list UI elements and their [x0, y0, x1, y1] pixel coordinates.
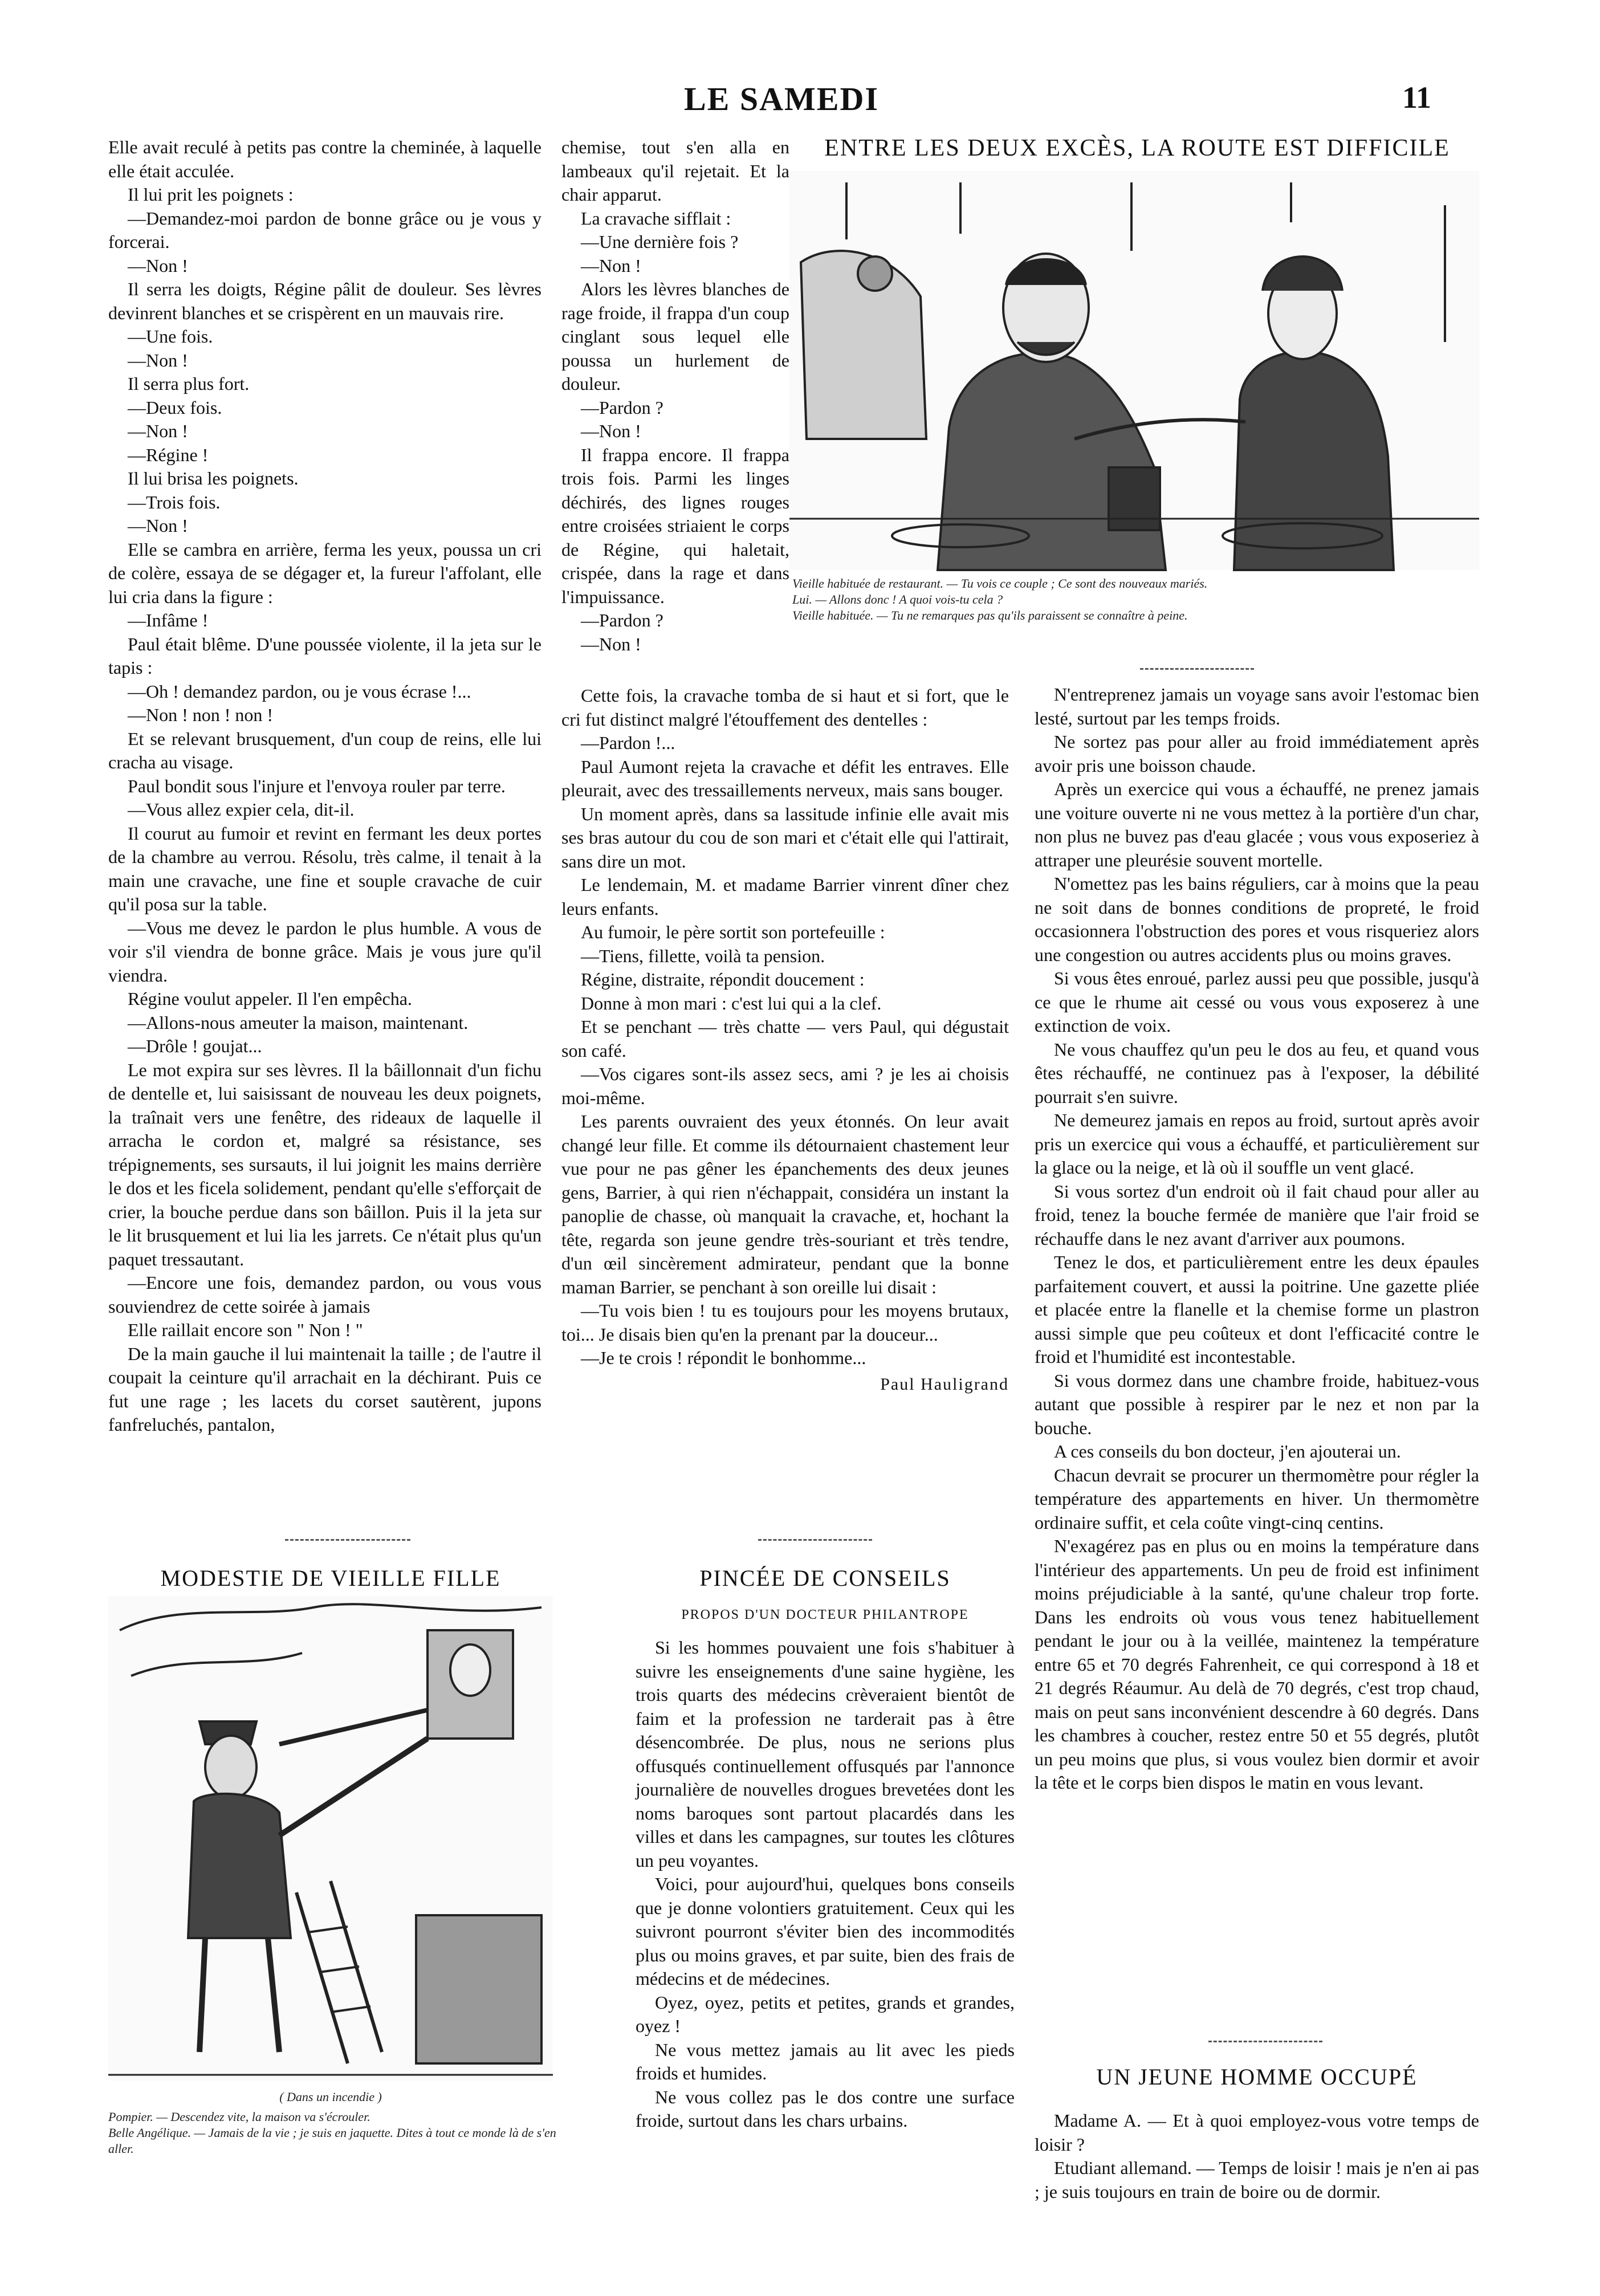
paragraph: —Je te crois ! répondit le bonhomme... [581, 1348, 866, 1368]
paragraph: Ne vous chauffez qu'un peu le dos au feu, et quand vous êtes réchauffé, ne continuez pas à l'exposer, la débilité pourrait s'en suivre. [1035, 1039, 1479, 1107]
paragraph: —Pardon ? [581, 397, 663, 418]
paragraph: Il serra les doigts, Régine pâlit de douleur. Ses lèvres devinrent blanches et se crispèrent en un mauvais rire. [108, 279, 542, 323]
paragraph: —Deux fois. [128, 397, 222, 418]
jeune-title: UN JEUNE HOMME OCCUPÉ [1096, 2064, 1418, 2090]
paragraph: chemise, tout s'en alla en lambeaux qu'il rejetait. Et la chair apparut. [561, 137, 789, 205]
paragraph: Le lendemain, M. et madame Barrier vinrent dîner chez leurs enfants. [561, 874, 1009, 919]
paragraph: —Tiens, fillette, voilà ta pension. [581, 945, 825, 966]
paragraph: Tenez le dos, et particulièrement entre les deux épaules parfaitement couvert, et aussi la poitrine. Une gazette pliée et placée entre la flanelle et la chemise forme un plastron aussi simple que peu coûteux et dont l'efficacité contre le froid et l'humidité est incontestable. [1035, 1252, 1479, 1367]
paragraph: Les parents ouvraient des yeux étonnés. On leur avait changé leur fille. Et comme ils détournaient chastement leur vue pour ne pas gêner les épanchements des deux jeunes gens, Barrier, à qui rien n'échappait, considéra un instant la panoplie de chasse, où manquait la cravache, et, hochant la tête, regarda son jeune gendre très-souriant et très tendre, d'un œil sincèrement admirateur, pendant que la bonne maman Barrier, se penchant à son oreille lui disait : [561, 1111, 1009, 1297]
paragraph: Il serra plus fort. [128, 373, 250, 394]
cartoon-bottom-subcaption: ( Dans un incendie ) [279, 2090, 382, 2104]
paragraph: —Oh ! demandez pardon, ou je vous écrase !... [128, 681, 471, 702]
paragraph: Si vous dormez dans une chambre froide, habituez-vous autant que possible à respirer par le nez et non par la bouche. [1035, 1370, 1479, 1438]
paragraph: Ne vous mettez jamais au lit avec les pieds froids et humides. [636, 2039, 1015, 2083]
paragraph: —Non ! [128, 255, 188, 276]
paragraph: Voici, pour aujourd'hui, quelques bons conseils que je donne volontiers gratuitement. Ceux qui les suivront pourront s'éviter bien des incommodités plus ou moins graves, et par suite, bien des frais de médecins et de médecines. [636, 1874, 1015, 1989]
paragraph: N'exagérez pas en plus ou en moins la température dans l'intérieur des appartements. Un peu de froid est infiniment moins préjudiciable à la santé, qu'une chaleur trop forte. Dans les endroits où vous vous tenez habituellement pendant le jour ou à la veillée, maintenez la température entre 65 et 70 degrés Fahrenheit, ce qui correspond à 18 et 21 degrés Réaumur. Au delà de 70 degrés, c'est trop chaud, mais on peut sans inconvénient descendre à 60 degrés. Dans les chambres à coucher, restez entre 50 et 55 degrés, plutôt un peu moins que plus, si vous voulez bien dormir et avoir la tête et le corps bien dispos le matin en vous levant. [1035, 1536, 1479, 1793]
paragraph: —Pardon ? [581, 610, 663, 630]
paragraph: A ces conseils du bon docteur, j'en ajouterai un. [1054, 1441, 1401, 1462]
paragraph: Elle se cambra en arrière, ferma les yeux, poussa un cri de colère, essaya de se dégager et, la fureur l'affolant, elle lui cria dans la figure : [108, 539, 542, 607]
paragraph: —Une dernière fois ? [581, 231, 739, 252]
paragraph: Elle raillait encore son " Non ! " [128, 1320, 363, 1340]
paragraph: —Encore une fois, demandez pardon, ou vous vous souviendrez de cette soirée à jamais [108, 1272, 542, 1317]
paragraph: —Vous allez expier cela, dit-il. [128, 799, 355, 820]
cartoon-top-caption [792, 576, 1482, 624]
paragraph: —Vous me devez le pardon le plus humble. A vous de voir s'il viendra de bonne grâce. Mais je vous jure qu'il viendra. [108, 917, 542, 986]
paragraph: De la main gauche il lui maintenait la taille ; de l'autre il coupait la ceinture qu'il arrachait en la déchirant. Puis ce fut une rage ; les lacets du corset sautèrent, jupons fanfreluchés, pantalon, [108, 1343, 542, 1435]
paragraph: Chacun devrait se procurer un thermomètre pour régler la température des appartements en hiver. Un thermomètre ordinaire suffit, et cela coûte vingt-cinq centins. [1035, 1464, 1479, 1533]
paragraph: —Infâme ! [128, 610, 209, 630]
paragraph: Paul bondit sous l'injure et l'envoya rouler par terre. [128, 775, 506, 796]
paragraph: Etudiant allemand. — Temps de loisir ! mais je n'en ai pas ; je suis toujours en train de boire ou de dormir. [1035, 2157, 1479, 2202]
cartoon-bottom-title: MODESTIE DE VIEILLE FILLE [160, 1565, 501, 1591]
paragraph: —Demandez-moi pardon de bonne grâce ou je vous y forcerai. [108, 207, 542, 252]
divider [758, 1539, 872, 1542]
cartoon-bottom-caption [108, 2109, 564, 2157]
paragraph: —Non ! [581, 633, 641, 654]
paragraph: —Non ! non ! non ! [128, 705, 274, 725]
paragraph: Paul Aumont rejeta la cravache et défit les entraves. Elle pleurait, avec des tressaillements nerveux, mais sans bouger. [561, 756, 1009, 800]
paragraph: Il courut au fumoir et revint en fermant les deux portes de la chambre au verrou. Résolu, très calme, il tenait à la main une cravache, une fine et souple cravache de cuir qu'il posa sur la table. [108, 823, 542, 914]
paragraph: N'entreprenez jamais un voyage sans avoir l'estomac bien lesté, surtout par les temps froids. [1035, 684, 1479, 728]
paragraph: Il lui prit les poignets : [128, 184, 294, 205]
caption-line: Vieille habituée de restaurant. — Tu vois ce couple ; Ce sont des nouveaux mariés. [792, 576, 1208, 591]
caption-line: Lui. — Allons donc ! A quoi vois-tu cela ? [792, 592, 1003, 606]
newspaper-title: LE SAMEDI [684, 80, 879, 117]
paragraph: Régine voulut appeler. Il l'en empêcha. [128, 988, 412, 1009]
paragraph: Il lui brisa les poignets. [128, 468, 299, 488]
paragraph: Et se penchant — très chatte — vers Paul, qui dégustait son café. [561, 1016, 1009, 1061]
paragraph: —Une fois. [128, 326, 213, 347]
paragraph: La cravache sifflait : [581, 207, 731, 229]
paragraph: Ne sortez pas pour aller au froid immédiatement après avoir pris une boisson chaude. [1035, 731, 1479, 776]
paragraph: Alors les lèvres blanches de rage froide, il frappa d'un coup cinglant sous lequel elle poussa un hurlement de douleur. [561, 279, 789, 394]
paragraph: —Vos cigares sont-ils assez secs, ami ? je les ai choisis moi-même. [561, 1064, 1009, 1108]
page-header [0, 0, 1600, 131]
paragraph: —Drôle ! goujat... [128, 1036, 262, 1056]
paragraph: Après un exercice qui vous a échauffé, ne prenez jamais une voiture ouverte ni ne vous mettez à la portière d'un char, non plus ne buvez pas d'eau glacée ; vous vous exposeriez à attraper une pleurésie souvent mortelle. [1035, 779, 1479, 870]
paragraph: Paul était blême. D'une poussée violente, il la jeta sur le tapis : [108, 633, 542, 678]
paragraph: Cette fois, la cravache tomba de si haut et si fort, que le cri fut distinct malgré l'étouffement des dentelles : [561, 685, 1009, 730]
caption-line: Belle Angélique. — Jamais de la vie ; je suis en jaquette. Dites à tout ce monde là de s'en aller. [108, 2126, 556, 2156]
paragraph: —Non ! [128, 349, 188, 371]
caption-line: Pompier. — Descendez vite, la maison va s'écrouler. [108, 2110, 371, 2124]
paragraph: Ne vous collez pas le dos contre une surface froide, surtout dans les chars urbains. [636, 2086, 1015, 2131]
caption-line: Vieille habituée. — Tu ne remarques pas qu'ils paraissent se connaître à peine. [792, 608, 1188, 622]
story-column-2 [561, 136, 789, 683]
paragraph: Il frappa encore. Il frappa trois fois. Parmi les linges déchirés, des lignes rouges entre croisées striaient le corps de Régine, qui haletait, crispée, dans la rage et dans l'impuissance. [561, 444, 789, 607]
paragraph: Madame A. — Et à quoi employez-vous votre temps de loisir ? [1035, 2110, 1479, 2155]
fire-rescue-illustration [108, 1596, 553, 2081]
paragraph: Régine, distraite, répondit doucement : [581, 969, 865, 990]
paragraph: Si les hommes pouvaient une fois s'habituer à suivre les enseignements d'une saine hygiène, les trois quarts des médecins crèveraient bientôt de faim et la profession ne tarderait pas à être désencombrée. De plus, nous ne serions plus offusqués continuellement offusqués par l'annonce journalière de nouvelles drogues brevetées dont les noms baroques sont partout placardés dans les villes et dans les campagnes, sur toutes les clôtures un peu voyantes. [636, 1637, 1015, 1871]
paragraph: —Non ! [128, 421, 188, 441]
cartoon-top-title: ENTRE LES DEUX EXCÈS, LA ROUTE EST DIFFICILE [824, 135, 1450, 161]
paragraph: Si vous sortez d'un endroit où il fait chaud pour aller au froid, tenez la bouche fermée de manière que l'air froid se réchauffe dans le nez avant d'arriver aux poumons. [1035, 1180, 1479, 1249]
paragraph: Et se relevant brusquement, d'un coup de reins, elle lui cracha au visage. [108, 728, 542, 772]
paragraph: Si vous êtes enroué, parlez aussi peu que possible, jusqu'à ce que le rhume ait cessé ou vous vous exposerez à une extinction de voix. [1035, 968, 1479, 1036]
paragraph: —Régine ! [128, 444, 209, 465]
paragraph: Au fumoir, le père sortit son portefeuille : [581, 922, 885, 942]
paragraph: N'omettez pas les bains réguliers, car à moins que la peau ne soit dans de bonnes conditions de propreté, le froid occasionnera l'obstruction des pores et vous risqueriez alors une congestion ou autres accidents plus ou moins graves. [1035, 873, 1479, 965]
story-column-2-continued [561, 684, 1009, 1528]
divider [1208, 2041, 1322, 2043]
paragraph: —Tu vois bien ! tu es toujours pour les moyens brutaux, toi... Je disais bien qu'en la prenant par la douceur... [561, 1300, 1009, 1345]
story-column-1 [108, 136, 542, 1521]
paragraph: —Non ! [128, 515, 188, 536]
conseils-column-3 [1035, 683, 1479, 1793]
divider [1140, 668, 1254, 671]
page-number: 11 [1402, 80, 1432, 115]
jeune-body [1035, 2109, 1479, 2269]
paragraph: —Trois fois. [128, 491, 221, 512]
paragraph: —Non ! [581, 421, 641, 441]
paragraph: Oyez, oyez, petits et petites, grands et grandes, oyez ! [636, 1992, 1015, 2036]
paragraph: —Pardon !... [581, 732, 675, 753]
paragraph: Elle avait reculé à petits pas contre la cheminée, à laquelle elle était acculée. [108, 137, 542, 181]
conseils-subtitle: PROPOS D'UN DOCTEUR PHILANTROPE [681, 1607, 969, 1622]
conseils-body [636, 1636, 1015, 2257]
paragraph: Un moment après, dans sa lassitude infinie elle avait mis ses bras autour du cou de son mari et c'était elle qui l'attirait, sans dire un mot. [561, 803, 1009, 872]
paragraph: —Non ! [581, 255, 641, 276]
paragraph: Donne à mon mari : c'est lui qui a la clef. [581, 992, 882, 1013]
restaurant-illustration [789, 171, 1479, 570]
conseils-title: PINCÉE DE CONSEILS [699, 1565, 951, 1591]
author-signature: Paul Hauligrand [880, 1374, 1009, 1394]
paragraph: Ne demeurez jamais en repos au froid, surtout après avoir pris un exercice qui vous a échauffé, et particulièrement sur la glace ou la neige, et là où il souffle un vent glacé. [1035, 1110, 1479, 1178]
divider [285, 1539, 410, 1542]
paragraph: —Allons-nous ameuter la maison, maintenant. [128, 1012, 469, 1033]
paragraph: Le mot expira sur ses lèvres. Il la bâillonnait d'un fichu de dentelle et, lui saisissant de nouveau les deux poignets, la traînait vers une fenêtre, des rideaux de laquelle il arracha le cordon et, malgré sa résistance, ses trépignements, ses sursauts, il lui joignit les mains derrière le dos et les ficela solidement, pendant qu'elle s'efforçait de crier, la bouche perdue dans son bâillon. Puis il la jeta sur le lit brusquement et lui lia les jarrets. Ce n'était plus qu'un paquet tressautant. [108, 1059, 542, 1269]
